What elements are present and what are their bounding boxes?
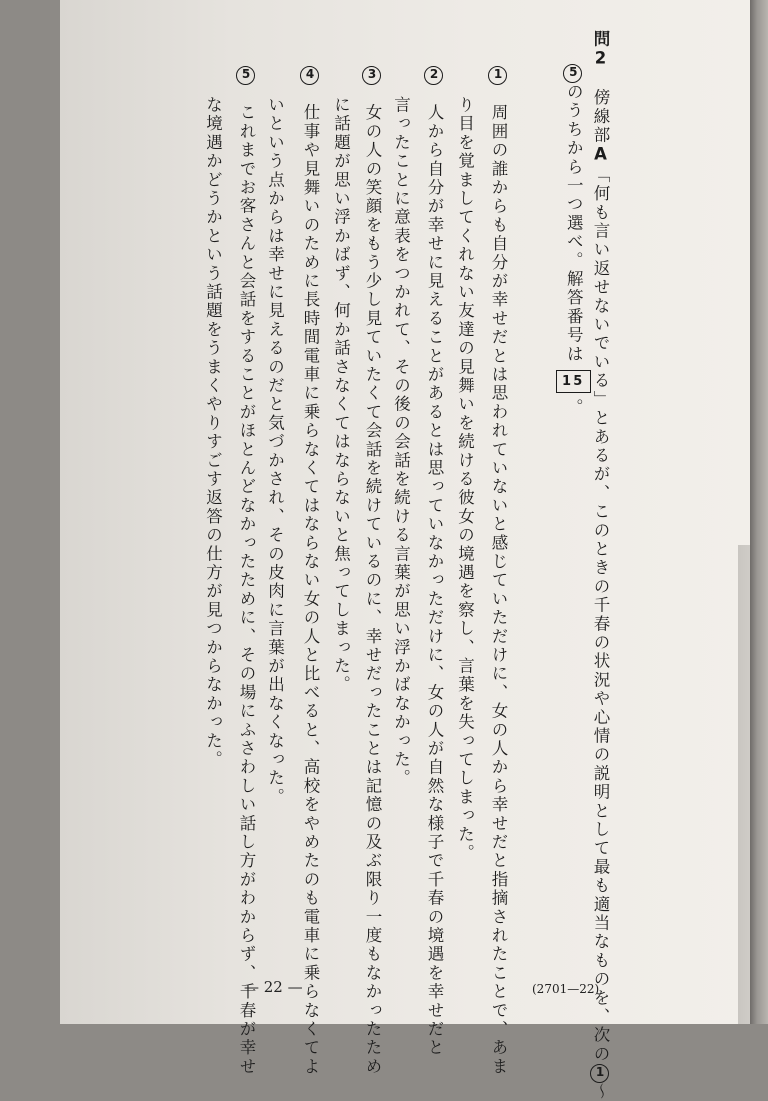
underline-marker-a: A <box>591 144 610 166</box>
choice-3-line-2: に話題が思い浮かばず、何か話さなくてはならないと焦ってしまった。 <box>331 96 351 695</box>
choice-2-line-2: 言ったことに意表をつかれて、その後の会話を続ける言葉が思い浮かばなかった。 <box>391 96 411 788</box>
choice-3-line-1: 3 女の人の笑顔をもう少し見ていたくて会話を続けているのに、幸せだったことは記憶の及ぶ限り一度もなかったため <box>363 67 382 1077</box>
quoted-phrase: 「何も言い返せないでいる」 <box>591 165 610 410</box>
choice-number-5: 5 <box>236 66 255 85</box>
page-edge-shadow <box>750 0 768 1024</box>
choice-5-line-1: 5 これまでお客さんと会話をすることがほとんどなかったために、その場にふさわしい話し方がわからず、千春が幸せ <box>237 67 256 1077</box>
choice-number-1: 1 <box>488 66 507 85</box>
choice-2-line-1: 2 人から自分が幸せに見えることがあるとは思っていなかっただけに、女の人が自然な様子で千春の境遇を幸せだと <box>425 67 444 1058</box>
question-line-2: 5のうちから一つ選べ。解答番号は15。 <box>556 64 591 417</box>
choice-4-line-2: いという点からは幸せに見えるのだと気づかされ、その皮肉に言葉が出なくなった。 <box>265 96 285 807</box>
choice-1-line-2: り目を覚ましてくれない友達の見舞いを続ける彼女の境遇を察し、言葉を失ってしまった。 <box>455 96 475 863</box>
choice-number-2: 2 <box>424 66 443 85</box>
choice-4-line-1: 4 仕事や見舞いのために長時間電車に乗らなくてはならない女の人と比べると、高校をやめたのも電車に乗らなくてよ <box>301 67 320 1077</box>
question-label: 問2 <box>591 30 610 70</box>
exam-code: (2701—22) <box>532 982 600 996</box>
choice-5-line-2: な境遇かどうかという話題をうまくやりすごす返答の仕方が見つからなかった。 <box>203 96 223 770</box>
choice-number-3: 3 <box>362 66 381 85</box>
answer-number-box: 15 <box>556 370 591 393</box>
choice-range-end-number: 5 <box>563 64 582 83</box>
question-line-1: 問2 傍線部A「何も言い返せないでいる」とあるが、このときの千春の状況や心情の説明として最も適当なものを、次の1〜 <box>591 30 610 1101</box>
choice-number-4: 4 <box>300 66 319 85</box>
page-number: — 22 — <box>244 978 303 996</box>
choice-1-line-1: 1 周囲の誰からも自分が幸せだとは思われていないと感じていただけに、女の人から幸せだと指摘されたことで、あま <box>489 67 508 1077</box>
choice-range-start-number: 1 <box>590 1064 609 1083</box>
